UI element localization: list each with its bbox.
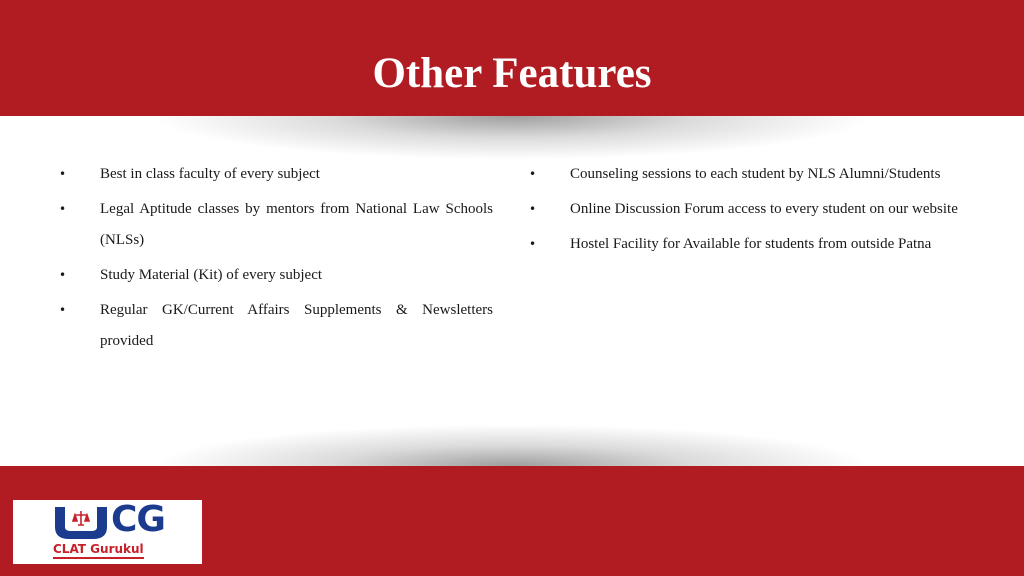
list-item-text: Legal Aptitude classes by mentors from National Law Schools (NLSs): [100, 201, 493, 248]
left-feature-list: [55, 159, 493, 361]
bullet-icon: •: [59, 303, 67, 317]
bullet-icon: •: [59, 167, 67, 181]
logo-name: CLAT Gurukul: [53, 541, 144, 559]
bullet-icon: •: [529, 167, 537, 181]
list-item: [55, 194, 493, 256]
list-item-text: Counseling sessions to each student by NLS Alumni/Students: [570, 166, 941, 182]
list-item: [525, 194, 963, 225]
list-item: [525, 229, 963, 260]
logo-u-icon: [53, 505, 109, 541]
list-item-text: Study Material (Kit) of every subject: [100, 267, 323, 283]
list-item-text: Hostel Facility for Available for students from outside Patna: [570, 236, 932, 252]
list-item-text: Regular GK/Current Affairs Supplements & Newsletters provided: [100, 302, 493, 349]
logo-mark: CG: [111, 499, 165, 540]
list-item: [55, 295, 493, 357]
bullet-icon: •: [59, 202, 67, 216]
bullet-icon: •: [529, 202, 537, 216]
list-item: [525, 159, 963, 190]
bottom-shadow: [150, 424, 874, 466]
right-feature-list: [525, 159, 963, 264]
top-shadow: [150, 116, 874, 160]
list-item: [55, 260, 493, 291]
slide-title: Other Features: [372, 50, 652, 97]
bullet-icon: •: [529, 237, 537, 251]
bullet-icon: •: [59, 268, 67, 282]
list-item: [55, 159, 493, 190]
logo: [13, 500, 202, 564]
list-item-text: Online Discussion Forum access to every student on our website: [570, 201, 958, 217]
list-item-text: Best in class faculty of every subject: [100, 166, 320, 182]
